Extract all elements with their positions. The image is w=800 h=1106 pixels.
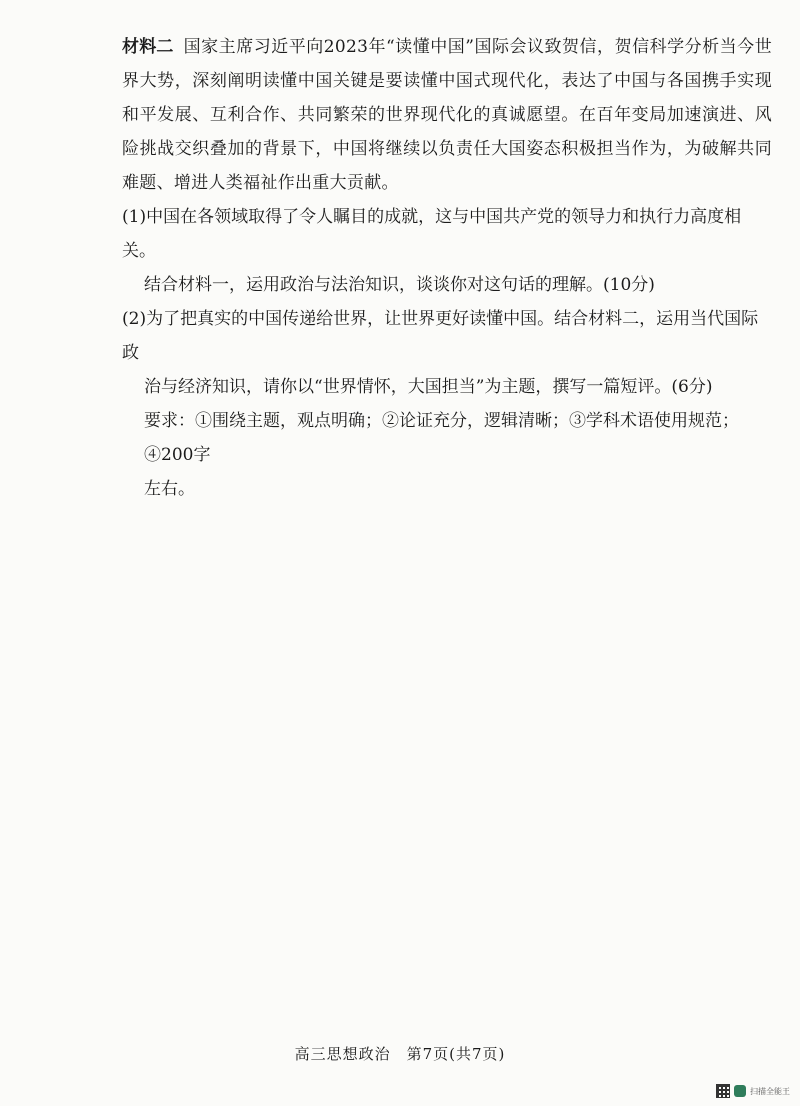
question-2-requirements: 要求：①围绕主题，观点明确；②论证充分，逻辑清晰；③学科术语使用规范；④200字 (144, 411, 739, 465)
question-1-line-1: (1)中国在各领域取得了令人瞩目的成就，这与中国共产党的领导力和执行力高度相关。 (122, 207, 742, 261)
scanner-watermark (716, 1084, 790, 1098)
page-content (122, 30, 772, 506)
page-footer: 高三思想政治 第7页(共7页) (294, 1045, 506, 1063)
scanner-app-icon (734, 1085, 746, 1097)
material-2-paragraph (122, 30, 772, 200)
scanner-watermark-text: 扫描全能王 (750, 1086, 790, 1096)
qr-code-icon (716, 1084, 730, 1098)
question-1-line-2: 结合材料一，运用政治与法治知识，谈谈你对这句话的理解。(10分) (144, 275, 655, 295)
question-2-requirements-end: 左右。 (144, 479, 195, 499)
material-2-title: 材料二 (122, 37, 174, 57)
question-2-line-1: (2)为了把真实的中国传递给世界，让世界更好读懂中国。结合材料二，运用当代国际政 (122, 309, 759, 363)
question-1 (122, 200, 772, 302)
question-2 (122, 302, 772, 506)
question-2-line-2: 治与经济知识，请你以“世界情怀，大国担当”为主题，撰写一篇短评。(6分) (144, 377, 713, 397)
material-2-body: 国家主席习近平向2023年“读懂中国”国际会议致贺信，贺信科学分析当今世界大势，深刻阐明读懂中国关键是要读懂中国式现代化，表达了中国与各国携手实现和平发展、互利合作、共同繁荣的世界现代化的真诚愿望。在百年变局加速演进、风险挑战交织叠加的背景下，中国将继续以负责任大国姿态积极担当作为，为破解共同难题、增进人类福祉作出重大贡献。 (122, 37, 772, 193)
